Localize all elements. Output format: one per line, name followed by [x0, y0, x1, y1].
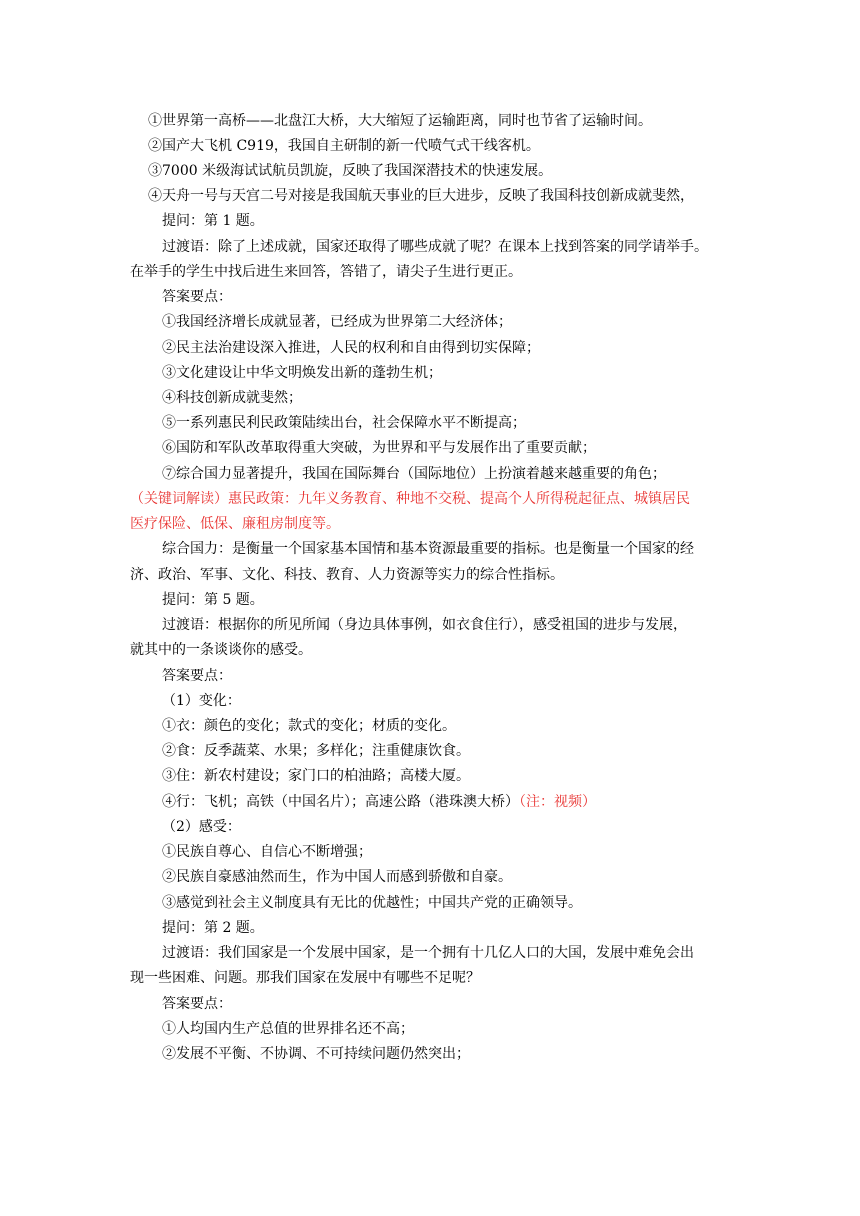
text-line: 提问：第 2 题。	[162, 920, 264, 936]
text-line: 现一些困难、问题。那我们国家在发展中有哪些不足呢？	[130, 970, 480, 986]
text-line: 答案要点：	[162, 289, 232, 305]
text-line: ①民族自尊心、自信心不断增强；	[162, 844, 372, 860]
keyword-explanation: （关键词解读）惠民政策：九年义务教育、种地不交税、提高个人所得税起征点、城镇居民	[130, 491, 690, 507]
text-line: 提问：第 5 题。	[162, 592, 264, 608]
text-line: ④天舟一号与天宫二号对接是我国航天事业的巨大进步，反映了我国科技创新成就斐然，	[148, 188, 694, 204]
text-line: ③住：新农村建设；家门口的柏油路；高楼大厦。	[162, 768, 470, 784]
text-line: ④科技创新成就斐然；	[162, 390, 302, 406]
text-line: ⑤一系列惠民利民政策陆续出台，社会保障水平不断提高；	[162, 415, 526, 431]
text-line: 过渡语：我们国家是一个发展中国家，是一个拥有十几亿人口的大国，发展中难免会出	[162, 945, 694, 961]
text-line: 过渡语：根据你的所见所闻（身边具体事例，如衣食住行），感受祖国的进步与发展，	[162, 617, 687, 633]
text-line: 济、政治、军事、文化、科技、教育、人力资源等实力的综合性指标。	[130, 567, 564, 583]
text-line: ③感觉到社会主义制度具有无比的优越性；中国共产党的正确领导。	[162, 895, 582, 911]
text-line: ②民主法治建设深入推进，人民的权利和自由得到切实保障；	[162, 340, 540, 356]
text-line: ①世界第一高桥——北盘江大桥，大大缩短了运输距离，同时也节省了运输时间。	[148, 113, 652, 129]
text-line: ②发展不平衡、不协调、不可持续问题仍然突出；	[162, 1046, 470, 1062]
text-line: ②国产大飞机 C919，我国自主研制的新一代喷气式干线客机。	[148, 138, 540, 154]
text-line: 过渡语：除了上述成就，国家还取得了哪些成就了呢？在课本上找到答案的同学请举手。	[162, 239, 708, 255]
keyword-explanation: 医疗保险、低保、廉租房制度等。	[130, 516, 340, 532]
text-line: ②食：反季蔬菜、水果；多样化；注重健康饮食。	[162, 743, 470, 759]
text-line: （2）感受：	[162, 819, 241, 835]
text-line: 在举手的学生中找后进生来回答，答错了，请尖子生进行更正。	[130, 264, 522, 280]
video-note: （注：视频）	[519, 794, 596, 810]
text-line	[162, 792, 860, 812]
text-line: （1）变化：	[162, 693, 241, 709]
text-line: 就其中的一条谈谈你的感受。	[130, 642, 312, 658]
text-line: 提问：第 1 题。	[162, 213, 264, 229]
text-line: 综合国力：是衡量一个国家基本国情和基本资源最重要的指标。也是衡量一个国家的经	[162, 541, 694, 557]
text-line: ⑦综合国力显著提升，我国在国际舞台（国际地位）上扮演着越来越重要的角色；	[162, 466, 666, 482]
text-line: ①衣：颜色的变化；款式的变化；材质的变化。	[162, 718, 456, 734]
text-line: ②民族自豪感油然而生，作为中国人而感到骄傲和自豪。	[162, 869, 512, 885]
text-line: ③文化建设让中华文明焕发出新的蓬勃生机；	[162, 365, 442, 381]
text-line: 答案要点：	[162, 668, 232, 684]
text-line: ③7000 米级海试试航员凯旋，反映了我国深潜技术的快速发展。	[148, 163, 553, 179]
text-line: ①人均国内生产总值的世界排名还不高；	[162, 1021, 414, 1037]
text-line: 答案要点：	[162, 996, 232, 1012]
text-segment: ④行：飞机；高铁（中国名片）；高速公路（港珠澳大桥）	[162, 794, 519, 810]
text-line: ⑥国防和军队改革取得重大突破，为世界和平与发展作出了重要贡献；	[162, 440, 596, 456]
text-line: ①我国经济增长成就显著，已经成为世界第二大经济体；	[162, 314, 512, 330]
